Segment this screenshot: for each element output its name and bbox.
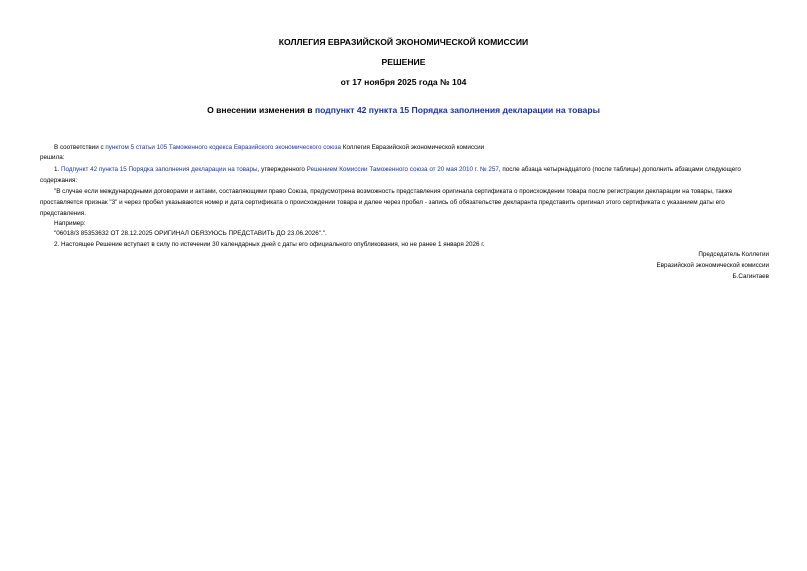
decided-label: решила:: [40, 154, 65, 161]
example-label: Например:: [54, 220, 86, 227]
customs-code-link[interactable]: пунктом 5 статьи 105 Таможенного кодекса Евразийского экономического союза: [105, 144, 342, 151]
title-prefix: О внесении изменения в: [207, 105, 315, 115]
item-2-paragraph: 2. Настоящее Решение вступает в силу по истечении 30 календарных дней с даты его официального опубликования, но не ранее 1 января 2026 г.: [54, 241, 485, 248]
document-title: [0, 105, 807, 115]
document-date-number: от 17 ноября 2025 года № 104: [340, 77, 467, 87]
preamble-text-before: В соответствии с: [54, 144, 106, 151]
example-text: "06018/3 85353632 ОТ 28.12.2025 ОРИГИНАЛ ОБЯЗУЮСЬ ПРЕДСТАВИТЬ ДО 23.06.2026".".: [54, 230, 327, 237]
customs-union-decision-link[interactable]: Решением Комиссии Таможенного союза от 20 мая 2010 г. № 257: [306, 166, 499, 173]
document-type: РЕШЕНИЕ: [381, 57, 426, 67]
signature-name: Б.Сагинтаев: [732, 273, 769, 280]
quote-paragraph: "В случае если международными договорами и актами, составляющими право Союза, предусмотрена возможность представления оригинала сертификата о происхождении товара после регистрации декларации на товары, также проставляется признак "3" и через пробел указываются номер и дата сертификата о происхождении товара и далее через пробел - запись об обязательстве декларанта представить оригинал этого сертификата с указанием даты его представления.: [40, 188, 733, 217]
order-subparagraph-link[interactable]: Подпункт 42 пункта 15 Порядка заполнения декларации на товары: [61, 166, 258, 173]
signature-position: Председатель Коллегии: [698, 251, 769, 258]
item-1-text-after: , после абзаца четырнадцатого (после таблицы) дополнить абзацами следующего содержания:: [40, 166, 741, 184]
item-1-number: 1.: [54, 166, 62, 173]
preamble-text-after: Коллегия Евразийской экономической комиссии: [341, 144, 485, 151]
item-1-text-mid: , утвержденного: [257, 166, 307, 173]
title-link[interactable]: подпункт 42 пункта 15 Порядка заполнения декларации на товары: [314, 105, 600, 115]
organization-heading: КОЛЛЕГИЯ ЕВРАЗИЙСКОЙ ЭКОНОМИЧЕСКОЙ КОМИССИИ: [278, 37, 529, 47]
item-1-paragraph: [40, 165, 770, 187]
signature-organization: Евразийской экономической комиссии: [656, 262, 769, 269]
